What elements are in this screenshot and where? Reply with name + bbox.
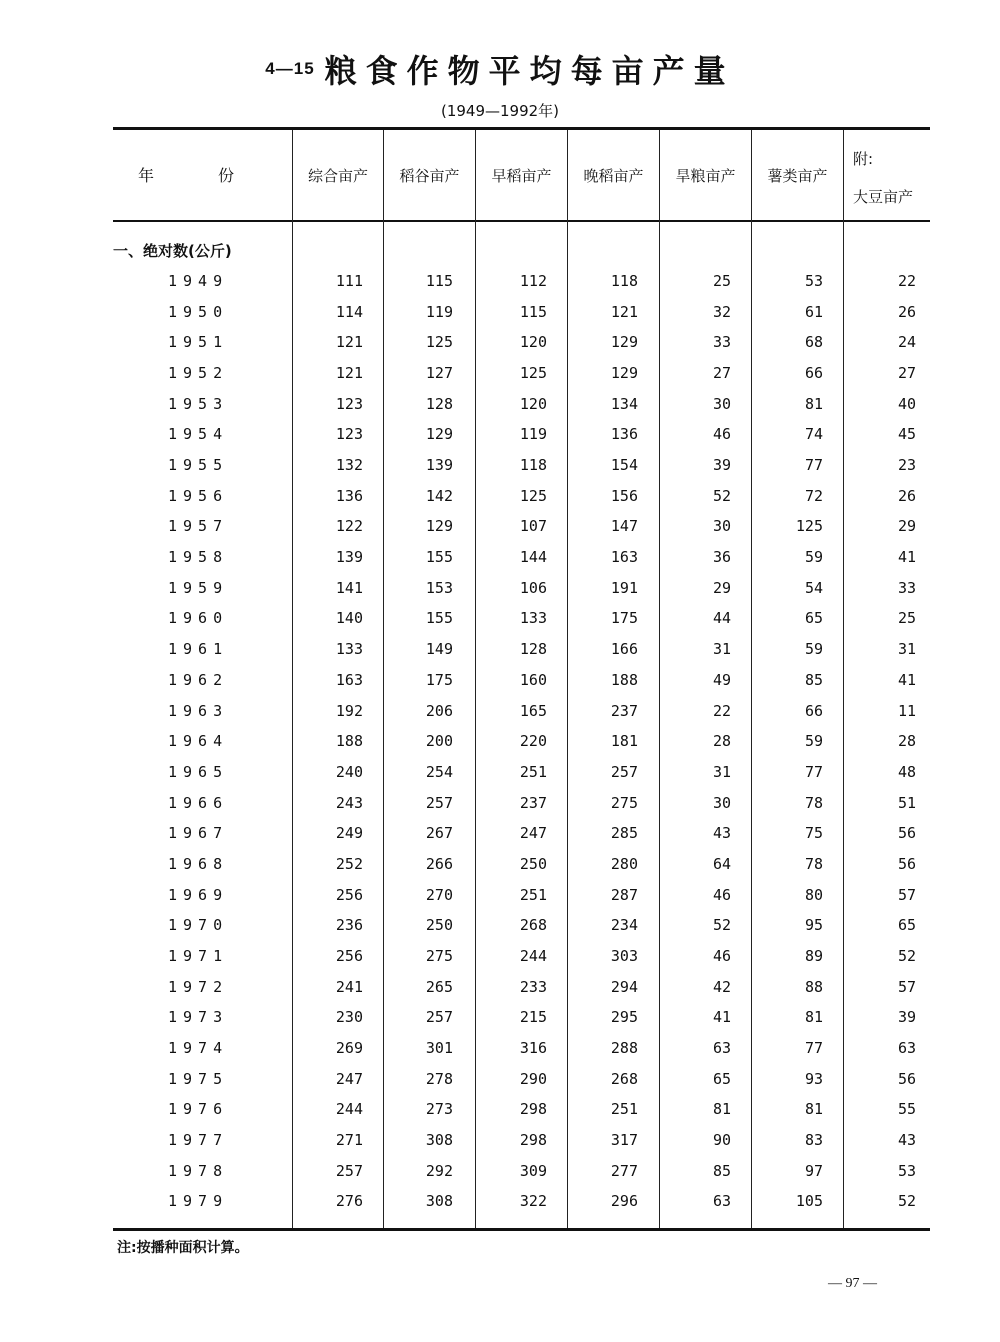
year-cell: 1959: [168, 578, 229, 597]
value-cell: 27: [712, 364, 731, 383]
value-cell: 48: [897, 762, 916, 781]
value-cell: 139: [335, 548, 363, 567]
year-cell: 1958: [168, 548, 229, 567]
value-cell: 42: [712, 977, 731, 996]
value-cell: 290: [519, 1069, 547, 1088]
header-soybean-yield: [845, 130, 930, 220]
value-cell: 95: [804, 916, 823, 935]
table-row: [113, 880, 930, 910]
year-header-char: 份: [218, 166, 235, 185]
value-cell: 301: [425, 1039, 453, 1057]
value-cell: 129: [610, 364, 638, 383]
value-cell: 296: [610, 1192, 638, 1211]
year-cell: 1966: [168, 793, 229, 812]
table-title: 粮食作物平均每亩产量: [324, 52, 735, 90]
value-cell: 308: [425, 1192, 453, 1211]
value-cell: 278: [425, 1069, 453, 1088]
value-cell: 63: [712, 1192, 731, 1211]
value-cell: 68: [804, 333, 823, 352]
table-row: [113, 696, 930, 726]
value-cell: 23: [897, 456, 916, 475]
value-cell: 121: [610, 302, 638, 321]
value-cell: 251: [610, 1100, 638, 1119]
table-row: [113, 757, 930, 787]
header-total-yield: 综合亩产: [307, 166, 368, 185]
value-cell: 188: [610, 670, 638, 689]
table-row: [113, 1125, 930, 1155]
value-cell: 133: [519, 609, 547, 628]
value-cell: 33: [712, 333, 731, 352]
header-rule: [113, 220, 930, 222]
soybean-header-label: 大豆亩产: [853, 188, 914, 206]
value-cell: 41: [897, 548, 916, 567]
value-cell: 294: [610, 977, 638, 996]
value-cell: 52: [897, 946, 916, 965]
soybean-header-prefix: 附:: [853, 150, 874, 168]
value-cell: 119: [425, 302, 453, 321]
value-cell: 237: [610, 701, 638, 720]
value-cell: 257: [425, 793, 453, 812]
value-cell: 22: [712, 701, 731, 720]
value-cell: 97: [804, 1161, 823, 1180]
value-cell: 285: [610, 824, 638, 843]
page-title: [0, 46, 1000, 92]
table-row: [113, 972, 930, 1002]
table-row: [113, 849, 930, 879]
year-header-char: 年: [138, 166, 155, 185]
value-cell: 81: [804, 1008, 823, 1027]
year-cell: 1967: [168, 824, 229, 843]
value-cell: 236: [335, 916, 363, 935]
value-cell: 192: [335, 701, 363, 720]
year-cell: 1952: [168, 364, 229, 383]
value-cell: 250: [519, 854, 547, 873]
value-cell: 112: [519, 272, 547, 290]
value-cell: 257: [335, 1161, 363, 1180]
header-dry-grain-yield: 旱粮亩产: [675, 166, 736, 185]
value-cell: 267: [425, 824, 453, 843]
value-cell: 155: [425, 548, 453, 567]
value-cell: 128: [425, 394, 453, 413]
value-cell: 276: [335, 1192, 363, 1211]
value-cell: 27: [897, 364, 916, 383]
value-cell: 65: [712, 1069, 731, 1088]
value-cell: 163: [610, 548, 638, 567]
value-cell: 129: [610, 333, 638, 352]
year-cell: 1971: [168, 946, 229, 965]
value-cell: 250: [425, 916, 453, 935]
value-cell: 122: [335, 517, 363, 536]
value-cell: 85: [712, 1161, 731, 1180]
year-cell: 1961: [168, 640, 229, 659]
value-cell: 77: [804, 1039, 823, 1057]
value-cell: 55: [897, 1100, 916, 1119]
year-cell: 1962: [168, 670, 229, 689]
value-cell: 83: [804, 1131, 823, 1150]
year-cell: 1972: [168, 977, 229, 996]
value-cell: 26: [897, 302, 916, 321]
value-cell: 63: [897, 1039, 916, 1057]
year-cell: 1957: [168, 517, 229, 536]
value-cell: 121: [335, 333, 363, 352]
value-cell: 25: [712, 272, 731, 290]
value-cell: 298: [519, 1131, 547, 1150]
value-cell: 163: [335, 670, 363, 689]
value-cell: 56: [897, 854, 916, 873]
value-cell: 266: [425, 854, 453, 873]
value-cell: 277: [610, 1161, 638, 1180]
table-row: [113, 573, 930, 603]
table-row: [113, 542, 930, 572]
year-cell: 1975: [168, 1069, 229, 1088]
table-row: [113, 910, 930, 940]
year-cell: 1964: [168, 732, 229, 751]
value-cell: 61: [804, 302, 823, 321]
value-cell: 115: [519, 302, 547, 321]
value-cell: 280: [610, 854, 638, 873]
value-cell: 66: [804, 364, 823, 383]
value-cell: 309: [519, 1161, 547, 1180]
value-cell: 303: [610, 946, 638, 965]
value-cell: 269: [335, 1039, 363, 1057]
value-cell: 123: [335, 394, 363, 413]
value-cell: 128: [519, 640, 547, 659]
value-cell: 256: [335, 885, 363, 904]
value-cell: 25: [897, 609, 916, 628]
value-cell: 46: [712, 425, 731, 444]
value-cell: 78: [804, 793, 823, 812]
value-cell: 24: [897, 333, 916, 352]
value-cell: 118: [610, 272, 638, 290]
value-cell: 46: [712, 946, 731, 965]
value-cell: 181: [610, 732, 638, 751]
value-cell: 237: [519, 793, 547, 812]
year-cell: 1955: [168, 456, 229, 475]
year-cell: 1965: [168, 762, 229, 781]
value-cell: 57: [897, 977, 916, 996]
value-cell: 136: [610, 425, 638, 444]
value-cell: 31: [712, 640, 731, 659]
year-cell: 1950: [168, 302, 229, 321]
year-cell: 1968: [168, 854, 229, 873]
value-cell: 66: [804, 701, 823, 720]
value-cell: 52: [897, 1192, 916, 1211]
value-cell: 111: [335, 272, 363, 290]
value-cell: 156: [610, 486, 638, 505]
year-cell: 1970: [168, 916, 229, 935]
value-cell: 175: [425, 670, 453, 689]
table-row: [113, 481, 930, 511]
value-cell: 57: [897, 885, 916, 904]
value-cell: 115: [425, 272, 453, 290]
value-cell: 322: [519, 1192, 547, 1211]
value-cell: 28: [712, 732, 731, 751]
value-cell: 125: [519, 364, 547, 383]
table-row: [113, 389, 930, 419]
value-cell: 275: [425, 946, 453, 965]
value-cell: 268: [610, 1069, 638, 1088]
table-row: [113, 788, 930, 818]
value-cell: 191: [610, 578, 638, 597]
table-row: [113, 1156, 930, 1186]
value-cell: 106: [519, 578, 547, 597]
value-cell: 81: [712, 1100, 731, 1119]
table-row: [113, 1064, 930, 1094]
value-cell: 90: [712, 1131, 731, 1150]
value-cell: 292: [425, 1161, 453, 1180]
value-cell: 22: [897, 272, 916, 290]
year-cell: 1979: [168, 1192, 229, 1211]
year-cell: 1978: [168, 1161, 229, 1180]
value-cell: 29: [897, 517, 916, 536]
value-cell: 247: [335, 1069, 363, 1088]
value-cell: 120: [519, 333, 547, 352]
year-cell: 1969: [168, 885, 229, 904]
value-cell: 155: [425, 609, 453, 628]
value-cell: 230: [335, 1008, 363, 1027]
value-cell: 244: [335, 1100, 363, 1119]
value-cell: 65: [804, 609, 823, 628]
value-cell: 141: [335, 578, 363, 597]
value-cell: 81: [804, 394, 823, 413]
value-cell: 295: [610, 1008, 638, 1027]
value-cell: 77: [804, 762, 823, 781]
value-cell: 59: [804, 548, 823, 567]
value-cell: 31: [897, 640, 916, 659]
value-cell: 39: [712, 456, 731, 475]
value-cell: 30: [712, 793, 731, 812]
value-cell: 77: [804, 456, 823, 475]
year-cell: 1951: [168, 333, 229, 352]
value-cell: 75: [804, 824, 823, 843]
value-cell: 160: [519, 670, 547, 689]
table-row: [113, 1033, 930, 1063]
value-cell: 247: [519, 824, 547, 843]
value-cell: 254: [425, 762, 453, 781]
value-cell: 244: [519, 946, 547, 965]
header-late-rice-yield: 晚稻亩产: [583, 166, 644, 185]
value-cell: 125: [519, 486, 547, 505]
value-cell: 249: [335, 824, 363, 843]
value-cell: 154: [610, 456, 638, 475]
table-row: [113, 450, 930, 480]
year-cell: 1974: [168, 1039, 229, 1057]
value-cell: 270: [425, 885, 453, 904]
value-cell: 316: [519, 1039, 547, 1057]
year-cell: 1960: [168, 609, 229, 628]
value-cell: 257: [610, 762, 638, 781]
value-cell: 63: [712, 1039, 731, 1057]
value-cell: 30: [712, 517, 731, 536]
value-cell: 89: [804, 946, 823, 965]
value-cell: 41: [897, 670, 916, 689]
value-cell: 45: [897, 425, 916, 444]
value-cell: 105: [795, 1192, 823, 1211]
value-cell: 175: [610, 609, 638, 628]
value-cell: 39: [897, 1008, 916, 1027]
value-cell: 165: [519, 701, 547, 720]
value-cell: 41: [712, 1008, 731, 1027]
table-row: [113, 1094, 930, 1124]
value-cell: 265: [425, 977, 453, 996]
table-row: [113, 327, 930, 357]
value-cell: 88: [804, 977, 823, 996]
value-cell: 251: [519, 762, 547, 781]
value-cell: 29: [712, 578, 731, 597]
value-cell: 252: [335, 854, 363, 873]
year-range-subtitle: (1949—1992年): [440, 102, 560, 120]
value-cell: 107: [519, 517, 547, 536]
value-cell: 134: [610, 394, 638, 413]
year-cell: 1976: [168, 1100, 229, 1119]
value-cell: 119: [519, 425, 547, 444]
footnote: 注:按播种面积计算。: [117, 1240, 249, 1256]
value-cell: 123: [335, 425, 363, 444]
page-number: — 97 —: [828, 1276, 877, 1291]
value-cell: 133: [335, 640, 363, 659]
value-cell: 53: [804, 272, 823, 290]
value-cell: 81: [804, 1100, 823, 1119]
value-cell: 240: [335, 762, 363, 781]
value-cell: 56: [897, 1069, 916, 1088]
header-early-rice-yield: 早稻亩产: [491, 166, 552, 185]
value-cell: 80: [804, 885, 823, 904]
value-cell: 53: [897, 1161, 916, 1180]
year-cell: 1977: [168, 1131, 229, 1150]
value-cell: 30: [712, 394, 731, 413]
table-row: [113, 266, 930, 296]
value-cell: 166: [610, 640, 638, 659]
value-cell: 118: [519, 456, 547, 475]
value-cell: 129: [425, 517, 453, 536]
header-rice-yield: 稻谷亩产: [399, 166, 460, 185]
value-cell: 127: [425, 364, 453, 383]
value-cell: 26: [897, 486, 916, 505]
table-number: 4—15: [265, 59, 315, 78]
value-cell: 59: [804, 640, 823, 659]
table-row: [113, 1002, 930, 1032]
value-cell: 65: [897, 916, 916, 935]
value-cell: 51: [897, 793, 916, 812]
value-cell: 72: [804, 486, 823, 505]
value-cell: 32: [712, 302, 731, 321]
value-cell: 144: [519, 548, 547, 567]
value-cell: 220: [519, 732, 547, 751]
value-cell: 317: [610, 1131, 638, 1150]
table-row: [113, 634, 930, 664]
table-row: [113, 603, 930, 633]
value-cell: 31: [712, 762, 731, 781]
value-cell: 36: [712, 548, 731, 567]
value-cell: 46: [712, 885, 731, 904]
table-row: [113, 1186, 930, 1216]
value-cell: 268: [519, 916, 547, 935]
value-cell: 93: [804, 1069, 823, 1088]
value-cell: 11: [897, 701, 916, 720]
table-row: [113, 419, 930, 449]
table-row: [113, 818, 930, 848]
value-cell: 54: [804, 578, 823, 597]
header-tuber-yield: 薯类亩产: [767, 166, 828, 185]
value-cell: 287: [610, 885, 638, 904]
value-cell: 273: [425, 1100, 453, 1119]
value-cell: 188: [335, 732, 363, 751]
value-cell: 233: [519, 977, 547, 996]
value-cell: 33: [897, 578, 916, 597]
year-cell: 1956: [168, 486, 229, 505]
value-cell: 56: [897, 824, 916, 843]
value-cell: 64: [712, 854, 731, 873]
value-cell: 120: [519, 394, 547, 413]
value-cell: 275: [610, 793, 638, 812]
year-cell: 1963: [168, 701, 229, 720]
value-cell: 241: [335, 977, 363, 996]
value-cell: 200: [425, 732, 453, 751]
value-cell: 257: [425, 1008, 453, 1027]
value-cell: 125: [425, 333, 453, 352]
table-row: [113, 511, 930, 541]
value-cell: 52: [712, 486, 731, 505]
table-row: [113, 358, 930, 388]
value-cell: 147: [610, 517, 638, 536]
value-cell: 234: [610, 916, 638, 935]
value-cell: 271: [335, 1131, 363, 1150]
value-cell: 78: [804, 854, 823, 873]
value-cell: 125: [795, 517, 823, 536]
table-row: [113, 941, 930, 971]
table-row: [113, 297, 930, 327]
value-cell: 85: [804, 670, 823, 689]
value-cell: 298: [519, 1100, 547, 1119]
value-cell: 52: [712, 916, 731, 935]
value-cell: 136: [335, 486, 363, 505]
table-row: [113, 726, 930, 756]
value-cell: 206: [425, 701, 453, 720]
value-cell: 49: [712, 670, 731, 689]
value-cell: 121: [335, 364, 363, 383]
value-cell: 140: [335, 609, 363, 628]
value-cell: 149: [425, 640, 453, 659]
value-cell: 153: [425, 578, 453, 597]
year-cell: 1949: [168, 272, 229, 290]
value-cell: 114: [335, 302, 363, 321]
value-cell: 132: [335, 456, 363, 475]
year-cell: 1953: [168, 394, 229, 413]
value-cell: 74: [804, 425, 823, 444]
value-cell: 129: [425, 425, 453, 444]
value-cell: 251: [519, 885, 547, 904]
section-label: 一、绝对数(公斤): [113, 242, 232, 260]
value-cell: 139: [425, 456, 453, 475]
table-row: [113, 665, 930, 695]
value-cell: 288: [610, 1039, 638, 1057]
year-cell: 1954: [168, 425, 229, 444]
value-cell: 59: [804, 732, 823, 751]
value-cell: 256: [335, 946, 363, 965]
bottom-rule: [113, 1228, 930, 1231]
value-cell: 243: [335, 793, 363, 812]
value-cell: 308: [425, 1131, 453, 1150]
year-cell: 1973: [168, 1008, 229, 1027]
value-cell: 44: [712, 609, 731, 628]
value-cell: 40: [897, 394, 916, 413]
value-cell: 43: [712, 824, 731, 843]
value-cell: 28: [897, 732, 916, 751]
value-cell: 215: [519, 1008, 547, 1027]
value-cell: 142: [425, 486, 453, 505]
value-cell: 43: [897, 1131, 916, 1150]
